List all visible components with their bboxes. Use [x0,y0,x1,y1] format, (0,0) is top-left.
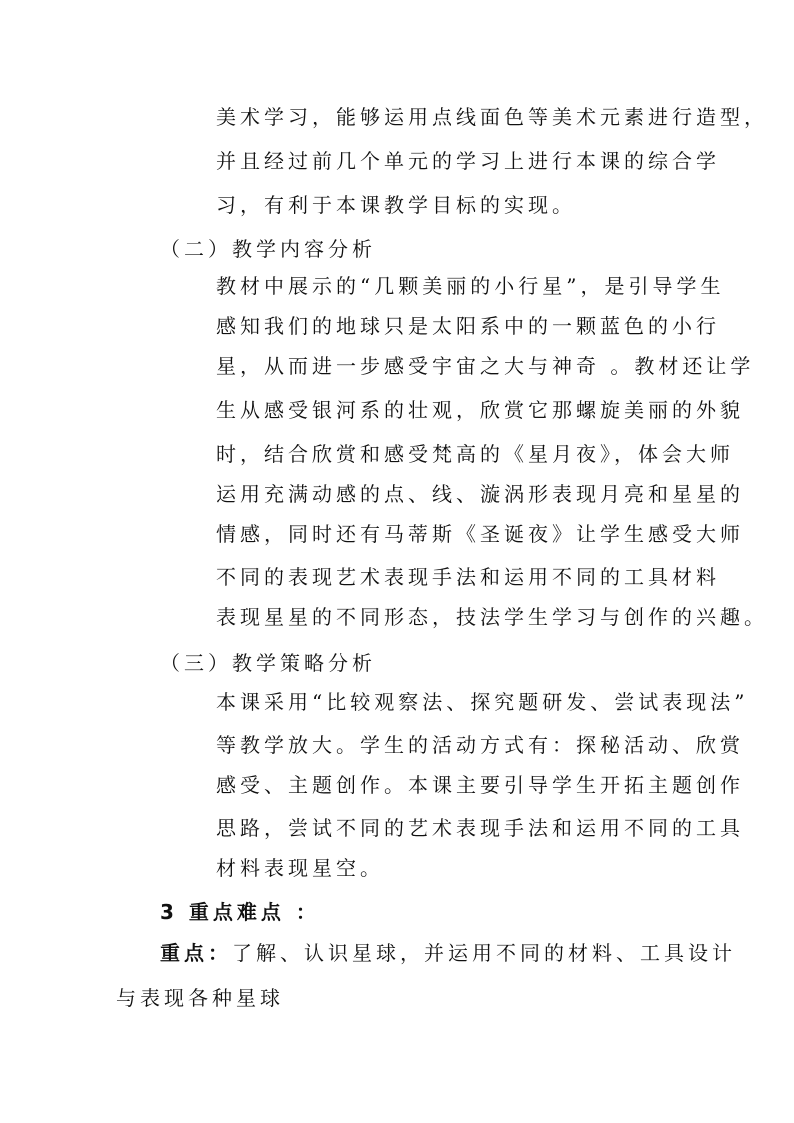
paragraph-line: 并且经过前几个单元的学习上进行本课的综合学 [216,149,720,173]
paragraph-line: 不同的表现艺术表现手法和运用不同的工具材料 [216,565,720,589]
paragraph-line: 感受、主题创作。本课主要引导学生开拓主题创作 [216,773,744,797]
key-point-line: 与表现各种星球 [116,986,284,1010]
paragraph-line: 材料表现星空。 [216,856,384,880]
section-heading: 3 重点难点 ： [160,900,320,924]
paragraph-line: 教材中展示的“几颗美丽的小行星”，是引导学生 [216,274,725,298]
paragraph-line: 表现星星的不同形态，技法学生学习与创作的兴趣。 [216,605,768,629]
paragraph-line: 思路，尝试不同的艺术表现手法和运用不同的工具 [216,816,744,840]
paragraph-line: 星，从而进一步感受宇宙之大与神奇 。教材还让学 [216,354,755,378]
section-heading: （二）教学内容分析 [160,237,376,261]
key-point-text: 了解、认识星球，并运用不同的材料、工具设计 [232,941,736,965]
paragraph-line: 情感，同时还有马蒂斯《圣诞夜》让学生感受大师 [216,522,744,546]
paragraph-line: 等教学放大。学生的活动方式有：探秘活动、欣赏 [216,733,744,757]
key-point-label: 重点： [160,941,232,965]
paragraph-line: 时，结合欣赏和感受梵高的《星月夜》，体会大师 [216,442,734,466]
paragraph-line: 生从感受银河系的壮观，欣赏它那螺旋美丽的外貌 [216,398,744,422]
paragraph-line: 美术学习，能够运用点线面色等美术元素进行造型， [216,105,768,129]
paragraph-line: 运用充满动感的点、线、漩涡形表现月亮和星星的 [216,482,744,506]
section-heading: （三）教学策略分析 [160,651,376,675]
paragraph-line: 感知我们的地球只是太阳系中的一颗蓝色的小行 [216,314,720,338]
paragraph-line: 本课采用“比较观察法、探究题研发、尝试表现法” [216,690,749,714]
paragraph-line: 习，有利于本课教学目标的实现。 [216,193,576,217]
key-point-line [160,939,736,967]
